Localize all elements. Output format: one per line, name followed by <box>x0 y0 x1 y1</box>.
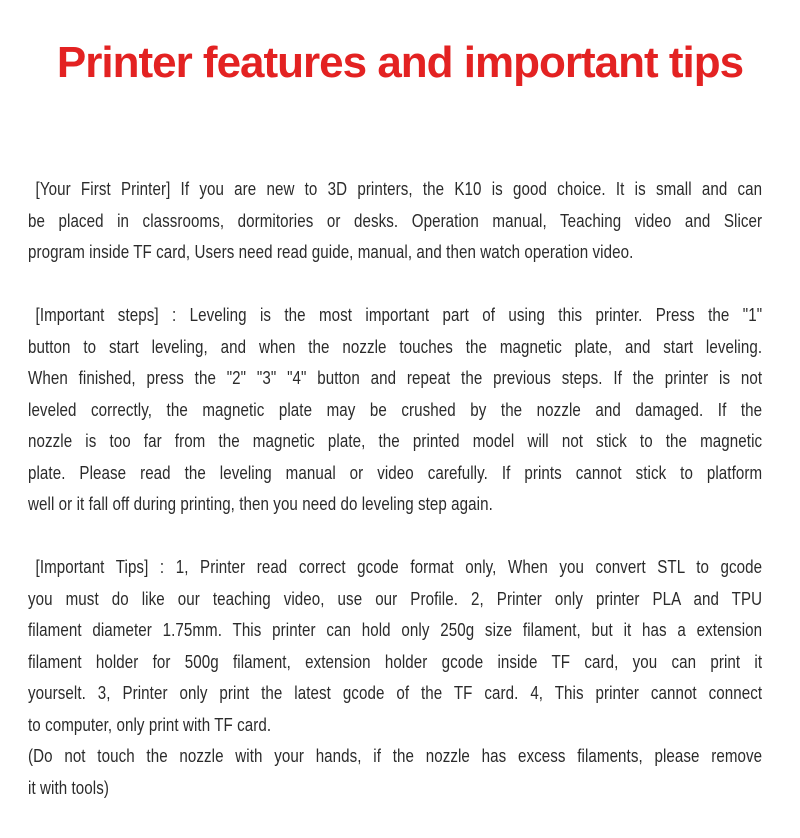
paragraph-your-first-printer <box>28 174 762 269</box>
text-line-p4-l1: (Do not touch the nozzle with your hands, if the nozzle has excess filaments, please remove <box>28 746 763 766</box>
text-line-p1-l2: be placed in classrooms, dormitories or desks. Operation manual, Teaching video and Slicer <box>28 210 763 231</box>
text-line-p3-l3: filament diameter 1.75mm. This printer can hold only 250g size filament, but it has a extension <box>28 620 763 640</box>
text-line-p2-l6: plate. Please read the leveling manual or video carefully. If prints cannot stick to platform <box>28 462 763 483</box>
text-line-p2-l4: leveled correctly, the magnetic plate may be crushed by the nozzle and damaged. If the <box>28 399 763 420</box>
text-line-p3-l1: [Important Tips] : 1, Printer read correct gcode format only, When you convert STL to gcode <box>35 557 763 577</box>
text-line-p1-l1: [Your First Printer] If you are new to 3D printers, the K10 is good choice. It is small and can <box>35 179 763 199</box>
text-line-p3-l6: to computer, only print with TF card. <box>28 714 272 735</box>
text-line-p2-l2: button to start leveling, and when the nozzle touches the magnetic plate, and start leveling. <box>28 336 763 357</box>
paragraph-nozzle-warning <box>28 741 762 804</box>
text-line-p2-l1: [Important steps] : Leveling is the most important part of using this printer. Press the "1" <box>35 305 763 325</box>
body-text <box>28 174 762 804</box>
paragraph-important-steps <box>28 300 762 521</box>
page <box>0 38 800 798</box>
text-line-p1-l3: program inside TF card, Users need read guide, manual, and then watch operation video. <box>28 242 634 262</box>
text-root <box>28 174 762 804</box>
text-line-p2-l3: When finished, press the "2" "3" "4" button and repeat the previous steps. If the printer is not <box>28 368 763 388</box>
text-line-p2-l7: well or it fall off during printing, then you need do leveling step again. <box>28 494 493 514</box>
page-title: Printer features and important tips <box>56 38 744 87</box>
text-line-p3-l2: you must do like our teaching video, use our Profile. 2, Printer only printer PLA and TPU <box>28 588 763 609</box>
text-line-p4-l2: it with tools) <box>28 777 110 798</box>
text-line-p3-l4: filament holder for 500g filament, extension holder gcode inside TF card, you can print it <box>28 651 763 672</box>
text-line-p3-l5: yourselt. 3, Printer only print the latest gcode of the TF card. 4, This printer cannot connect <box>28 683 763 703</box>
text-line-p2-l5: nozzle is too far from the magnetic plate, the printed model will not stick to the magnetic <box>28 431 763 451</box>
paragraph-important-tips <box>28 552 762 741</box>
